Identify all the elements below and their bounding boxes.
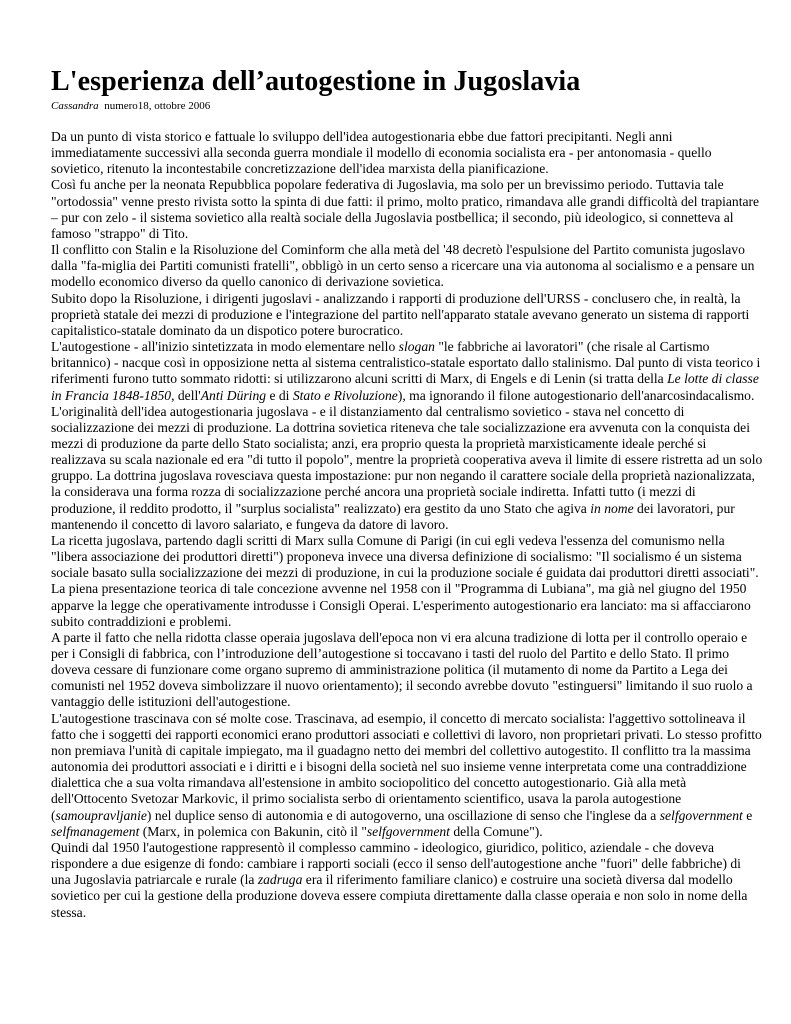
paragraph-text: L'originalità dell'idea autogestionaria jugoslava - e il distanziamento dal centralismo sovietico - stava nel concetto di socializzazione dei mezzi di produzione. La dottrina sovietica riteneva che tale socializzazione era avvenuta con la conquista dei mezzi di produzione da parte dello Stato socialista; anzi, era proprio questa la proprietà marxisticamente ideale perché si realizzava su scala nazionale ed era "di tutto il popolo", mentre la proprietà cooperativa aveva il limite di essere ristretta ad un solo gruppo. La dottrina jugoslava rovesciava questa impostazione: pur non negando il carattere sociale della proprietà nazionalizzata, la considerava una forma rozza di socializzazione perché ancora una proprietà sociale indiretta. Infatti tutto (i mezzi di produzione, il reddito prodotto, il "surplus socialista" realizzato) era gestito da uno Stato che agiva xyxy=(51,403,763,516)
paragraph-text: "le fabbriche ai lavoratori" (che risale al Cartismo britannico) - nacque così in opposizione netta al sistema centralistico-statale esportato dallo stalinismo. Dal punto di vista teorico i riferimenti furono tutto sommato ridotti: si utilizzarono alcuni scritti di Marx, di Engels e di Lenin (si tratta della xyxy=(51,339,761,387)
italic-text: samoupravljanie xyxy=(55,807,147,823)
paragraph-text: era il riferimento familiare clanico) e costruire una società diversa dal modello sovietico per cui la gestione della produzione doveva essere compiuta direttamente dalla classe operaia e non solo in nome della stessa. xyxy=(51,872,748,920)
italic-text: slogan xyxy=(398,339,435,355)
italic-text: zadruga xyxy=(257,872,303,888)
italic-text: selfmanagement xyxy=(51,823,140,839)
paragraph-text: La piena presentazione teorica di tale concezione avvenne nel 1958 con il "Programma di Lubiana", ma già nel giugno del 1950 apparve la legge che operativamente introdusse i Consigli Operai. L'esperimento autogestionario era lanciato: ma si affacciarono subito contraddizioni e problemi. xyxy=(51,581,751,629)
paragraph-text: La ricetta jugoslava, partendo dagli scritti di Marx sulla Comune di Parigi (in cui egli vedeva l'essenza del comunismo nella "libera associazione dei produttori diretti") proponeva invece una diversa definizione di socialismo: "Il socialismo é un sistema sociale basato sulla socializzazione dei mezzi di produzione, in cui la produzione sociale é guidata dai produttori diretti associati". xyxy=(51,532,759,581)
paragraph-text: e di xyxy=(266,387,293,403)
article-title: L'esperienza dell’autogestione in Jugoslavia xyxy=(51,66,581,97)
italic-text: selfgovernment xyxy=(659,807,743,823)
body-paragraph xyxy=(51,242,763,290)
paragraph-text: Da un punto di vista storico e fattuale lo sviluppo dell'idea autogestionaria ebbe due fattori precipitanti. Negli anni immediatamente successivi alla seconda guerra mondiale il modello di economia socialista era - per antonomasia - quello sovietico, ritenuto la incontestabile concretizzazione dell'idea marxista della pianificazione. xyxy=(51,129,712,177)
body-paragraph xyxy=(51,404,763,533)
paragraph-text: ) nel duplice senso di autonomia e di autogoverno, una oscillazione di senso che l'inglese da a xyxy=(146,807,660,823)
document-page xyxy=(51,66,763,921)
article-body xyxy=(51,129,763,921)
body-paragraph xyxy=(51,533,763,581)
italic-text: Le lotte di classe in Francia 1848-1850 xyxy=(51,371,759,403)
paragraph-text: L'autogestione - all'inizio sintetizzata in modo elementare nello xyxy=(51,339,399,355)
paragraph-text: , dell' xyxy=(171,387,201,403)
body-paragraph xyxy=(51,581,763,629)
issue-info: numero18, ottobre 2006 xyxy=(104,100,211,112)
source-name: Cassandra xyxy=(51,100,99,112)
paragraph-text: Quindi dal 1950 l'autogestione rappresentò il complesso cammino - ideologico, giuridico, politico, aziendale - che doveva rispondere a due esigenze di fondo: cambiare i rapporti sociali (ecco il senso dell'autogestione anche "fuori" delle fabbriche) di una Jugoslavia patriarcale e rurale (la xyxy=(51,839,741,888)
italic-text: Stato e Rivoluzione xyxy=(292,387,398,403)
body-paragraph xyxy=(51,291,763,339)
paragraph-text: Il conflitto con Stalin e la Risoluzione del Cominform che alla metà del '48 decretò l'espulsione del Partito comunista jugoslavo dalla "fa-miglia dei Partiti comunisti fratelli", obbligò in un certo senso a ricercare una via autonoma al socialismo e a pensare un modello economico diverso da quello canonico di derivazione sovietica. xyxy=(51,242,755,290)
body-paragraph xyxy=(51,129,763,177)
italic-text: in nome xyxy=(590,500,634,516)
paragraph-text: L'autogestione trascinava con sé molte cose. Trascinava, ad esempio, il concetto di mercato socialista: l'aggettivo sottolineava il fatto che i soggetti dei rapporti economici erano produttori associati e collettivi di lavoro, non proprietari privati. Lo stesso profitto non premiava l'unità di capitale impiegato, ma il guadagno netto dei membri del collettivo autogestito. Il conflitto tra la massima autonomia dei produttori associati e i diritti e i bisogni della società nel suo insieme venne interpretata come una contraddizione dialettica che a sua volta rimandava all'estensione in ambito sociopolitico del concetto autogestionario. Già alla metà dell'Ottocento Svetozar Markovic, il primo socialista serbo di orientamento scientifico, usava la parola autogestione ( xyxy=(51,710,762,823)
paragraph-text: Subito dopo la Risoluzione, i dirigenti jugoslavi - analizzando i rapporti di produzione dell'URSS - conclusero che, in realtà, la proprietà statale dei mezzi di produzione e l'integrazione del partito nell'apparato statale avevano generato un sistema di rapporti capitalistico-statale dominato da un dispotico potere burocratico. xyxy=(51,290,750,338)
italic-text: Anti Düring xyxy=(200,387,267,403)
body-paragraph xyxy=(51,711,763,840)
paragraph-text: (Marx, in polemica con Bakunin, citò il " xyxy=(139,823,367,839)
paragraph-text: Così fu anche per la neonata Repubblica popolare federativa di Jugoslavia, ma solo per un brevissimo periodo. Tuttavia tale "ortodossia" venne presto rivista sotto la spinta di due fatti: il primo, molto pratico, rimandava alle grandi difficoltà del trapiantare – pur con zelo - il sistema sovietico alla realtà sociale della Jugoslavia postbellica; il secondo, più ideologico, si connetteva al famoso "strappo" di Tito. xyxy=(51,177,760,241)
byline xyxy=(51,100,763,113)
paragraph-text: dei lavoratori, pur mantenendo il concetto di lavoro salariato, e fungeva da datore di lavoro. xyxy=(51,500,735,532)
paragraph-text: e xyxy=(742,807,753,823)
body-paragraph xyxy=(51,630,763,711)
paragraph-text: A parte il fatto che nella ridotta classe operaia jugoslava dell'epoca non vi era alcuna tradizione di lotta per il controllo operaio e per i Consigli di fabbrica, con l’introduzione dell’autogestione si toccavano i tasti del ruolo del Partito e dello Stato. Il primo doveva cessare di funzionare come organo supremo di amministrazione politica (il mutamento di nome da Partito a Lega dei comunisti nel 1952 doveva simbolizzare il nuovo orientamento); il secondo avrebbe dovuto "estinguersi" limitando il suo ruolo a vantaggio delle istituzioni dell'autogestione. xyxy=(51,629,753,710)
body-paragraph xyxy=(51,177,763,242)
paragraph-text: ), ma ignorando il filone autogestionario dell'anarcosindacalismo. xyxy=(397,387,755,403)
body-paragraph xyxy=(51,339,763,404)
paragraph-text: della Comune"). xyxy=(449,823,543,839)
italic-text: selfgovernment xyxy=(366,823,450,839)
body-paragraph xyxy=(51,840,763,921)
